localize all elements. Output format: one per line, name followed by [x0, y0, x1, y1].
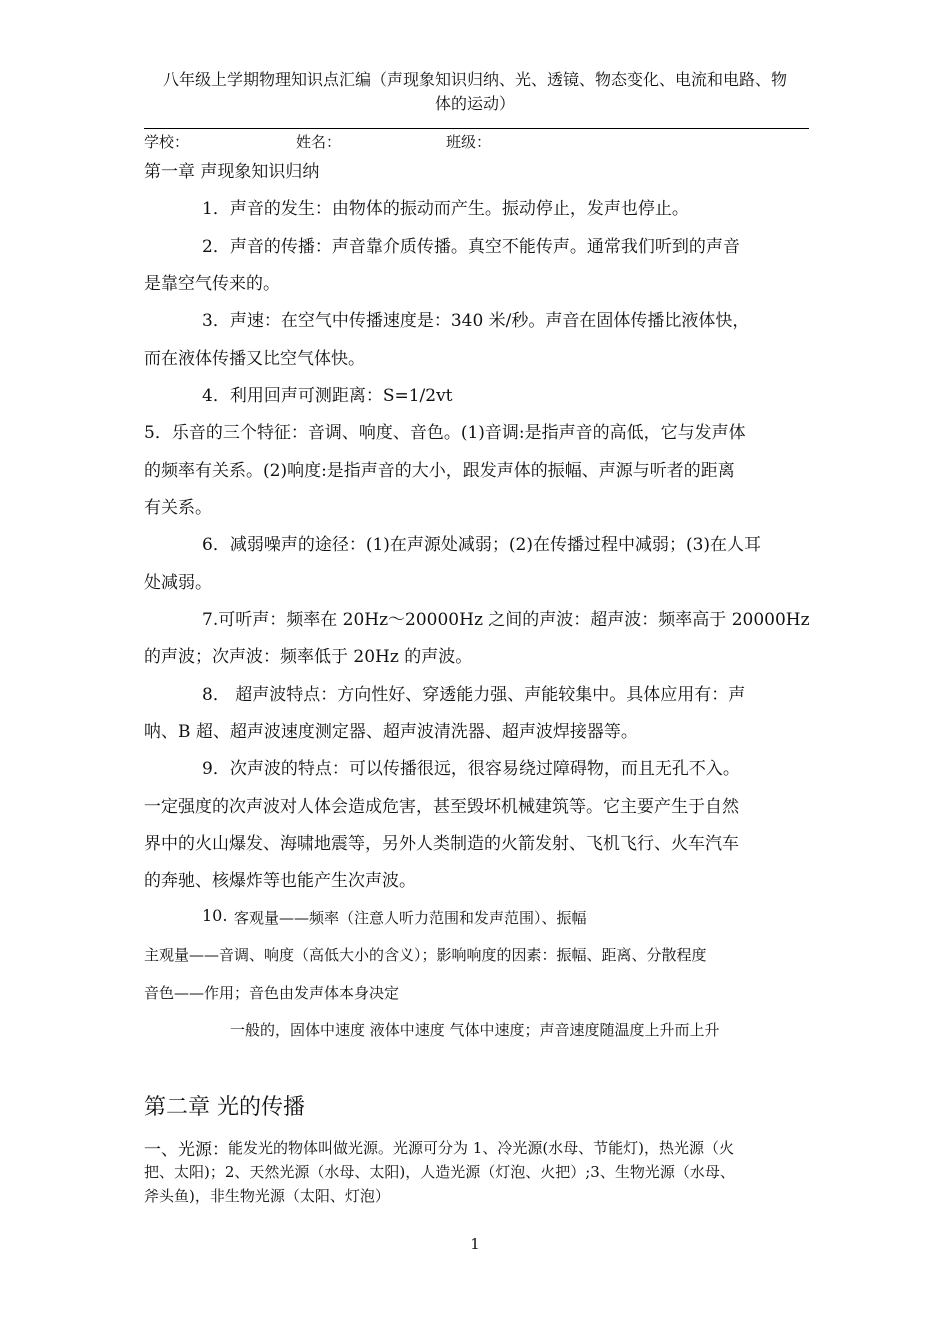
light-source-line-2: 把、太阳)；2、天然光源（水母、太阳)，人造光源（灯泡、火把）;3、生物光源（水母、 — [144, 1163, 735, 1181]
light-source-line-1: 能发光的物体叫做光源。光源可分为 1、冷光源(水母、节能灯)，热光源（火 — [228, 1139, 735, 1157]
document-title-line-2: 体的运动） — [434, 94, 515, 113]
paragraph-line: 界中的火山爆发、海啸地震等，另外人类制造的火箭发射、飞机飞行、火车汽车 — [144, 834, 739, 854]
document-title-line-1: 八年级上学期物理知识点汇编（声现象知识归纳、光、透镜、物态变化、电流和电路、物 — [162, 70, 787, 89]
paragraph-line: 4．利用回声可测距离：S=1/2vt — [202, 386, 453, 406]
paragraph-line: 是靠空气传来的。 — [144, 274, 280, 294]
chapter-2-title: 第二章 光的传播 — [144, 1095, 305, 1120]
paragraph-line: 3．声速：在空气中传播速度是：340 米/秒。声音在固体传播比液体快， — [202, 311, 750, 331]
paragraph-line: 有关系。 — [144, 498, 212, 518]
page-number: 1 — [470, 1235, 480, 1253]
paragraph-line: 的奔驰、核爆炸等也能产生次声波。 — [144, 871, 416, 891]
light-source-line-3: 斧头鱼)，非生物光源（太阳、灯泡） — [144, 1187, 390, 1205]
item-10-line-2: 主观量——音调、响度（高低大小的含义）；影响响度的因素：振幅、距离、分散程度 — [144, 946, 707, 964]
item-10-line-4: 一般的，固体中速度 液体中速度 气体中速度；声音速度随温度上升而上升 — [230, 1021, 720, 1039]
paragraph-line: 处减弱。 — [144, 573, 212, 593]
header-rule — [144, 128, 809, 129]
paragraph-line: 1．声音的发生：由物体的振动而产生。振动停止，发声也停止。 — [202, 199, 689, 219]
light-source-label: 一、光源： — [144, 1140, 229, 1160]
paragraph-line: 7.可听声：频率在 20Hz～20000Hz 之间的声波：超声波：频率高于 20000Hz — [202, 610, 810, 630]
item-10-text: 客观量——频率（注意人听力范围和发声范围）、振幅 — [234, 909, 587, 927]
paragraph-line: 2．声音的传播：声音靠介质传播。真空不能传声。通常我们听到的声音 — [202, 237, 740, 257]
class-field-label: 班级： — [446, 133, 492, 151]
item-10-number: 10. — [202, 906, 228, 925]
paragraph-line: 的声波；次声波：频率低于 20Hz 的声波。 — [144, 647, 473, 667]
paragraph-line: 的频率有关系。(2)响度:是指声音的大小，跟发声体的振幅、声源与听者的距离 — [144, 461, 735, 481]
paragraph-line: 呐、B 超、超声波速度测定器、超声波清洗器、超声波焊接器等。 — [144, 722, 638, 742]
paragraph-line: 一定强度的次声波对人体会造成危害，甚至毁坏机械建筑等。它主要产生于自然 — [144, 797, 739, 817]
item-10-line-3: 音色——作用；音色由发声体本身决定 — [144, 984, 400, 1002]
chapter-1-title: 第一章 声现象知识归纳 — [144, 162, 320, 182]
paragraph-line: 8． 超声波特点：方向性好、穿透能力强、声能较集中。具体应用有：声 — [202, 685, 746, 705]
name-field-label: 姓名： — [296, 133, 342, 151]
paragraph-line: 而在液体传播又比空气体快。 — [144, 349, 365, 369]
paragraph-line: 5．乐音的三个特征：音调、响度、音色。(1)音调:是指声音的高低，它与发声体 — [144, 423, 746, 443]
paragraph-line: 9．次声波的特点：可以传播很远，很容易绕过障碍物，而且无孔不入。 — [202, 759, 740, 779]
school-field-label: 学校： — [144, 133, 190, 151]
paragraph-line: 6．减弱噪声的途径：(1)在声源处减弱；(2)在传播过程中减弱；(3)在人耳 — [202, 535, 762, 555]
